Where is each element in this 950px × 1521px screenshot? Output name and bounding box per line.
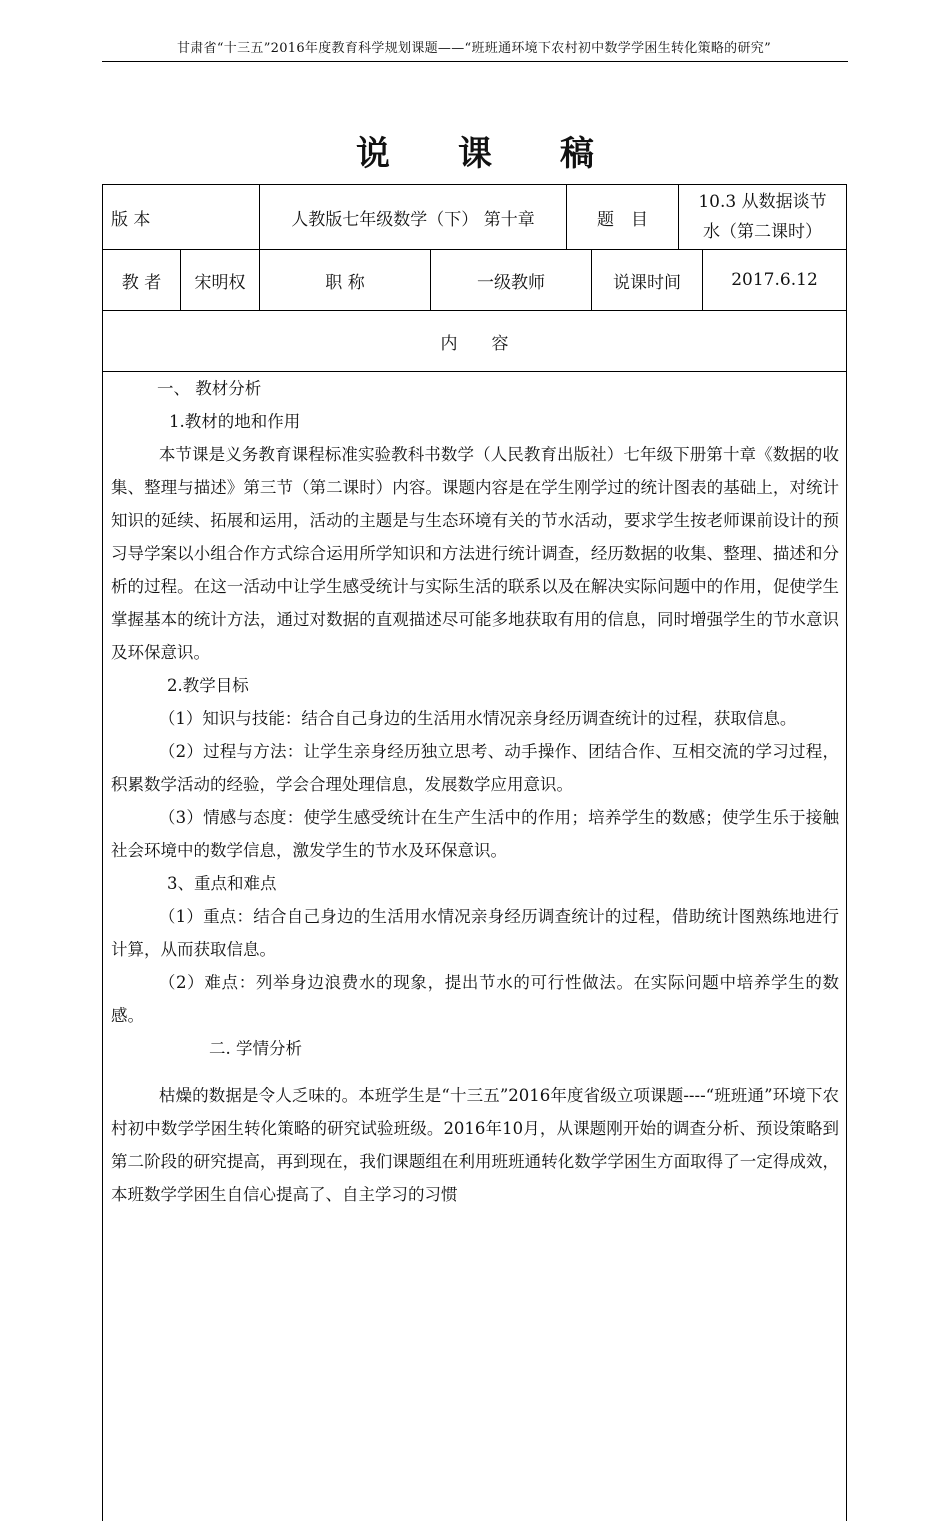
section-2-paragraph: 枯燥的数据是令人乏味的。本班学生是“十三五”2016年度省级立项课题----“班班通”环境下农村初中数学学困生转化策略的研究试验班级。2016年10月，从课题刚开始的调查分析、预设策略到第二阶段的研究提高，再到现在，我们课题组在利用班班通转化数学学困生方面取得了一定得成效，本班数学学困生自信心提高了、自主学习的习惯 (111, 1086, 839, 1204)
section-1-3-title: 3、重点和难点 (167, 874, 277, 893)
topic-value-line2: 水（第二课时） (703, 222, 822, 242)
edition-label: 版 本 (111, 209, 151, 230)
section-spacer (111, 1065, 839, 1079)
rank-label: 职 称 (325, 272, 365, 293)
objective-3: （3）情感与态度：使学生感受统计在生产生活中的作用；培养学生的数感；使学生乐于接触社会环境中的数学信息，激发学生的节水及环保意识。 (111, 808, 839, 860)
topic-value (679, 185, 846, 249)
lesson-content (103, 372, 845, 1211)
title-char-3: 稿 (560, 134, 594, 174)
topic-label: 题 目 (597, 209, 648, 230)
page-title (0, 126, 950, 175)
section-1-title: 一、 教材分析 (157, 379, 262, 398)
time-label: 说课时间 (613, 272, 681, 293)
title-char-2: 课 (458, 134, 492, 174)
edition-value: 人教版七年级数学（下） 第十章 (291, 209, 535, 230)
section-1-1-paragraph: 本节课是义务教育课程标准实验教科书数学（人民教育出版社）七年级下册第十章《数据的收集、整理与描述》第三节（第二课时）内容。课题内容是在学生刚学过的统计图表的基础上，对统计知识的延续、拓展和运用，活动的主题是与生态环境有关的节水活动，要求学生按老师课前设计的预习导学案以小组合作方式综合运用所学知识和方法进行统计调查，经历数据的收集、整理、描述和分析的过程。在这一活动中让学生感受统计与实际生活的联系以及在解决实际问题中的作用，促使学生掌握基本的统计方法，通过对数据的直观描述尽可能多地获取有用的信息，同时增强学生的节水意识及环保意识。 (111, 445, 839, 662)
key-point-1: （1）重点：结合自己身边的生活用水情况亲身经历调查统计的过程，借助统计图熟练地进行计算，从而获取信息。 (111, 907, 839, 959)
rank-value: 一级教师 (477, 272, 545, 293)
section-1-1-title: 1.教材的地和作用 (169, 412, 301, 431)
time-value: 2017.6.12 (731, 270, 818, 290)
topic-value-line1: 10.3 从数据谈节 (698, 192, 827, 212)
title-char-1: 说 (356, 134, 390, 174)
objective-1: （1）知识与技能：结合自己身边的生活用水情况亲身经历调查统计的过程，获取信息。 (158, 709, 797, 728)
key-point-2: （2）难点：列举身边浪费水的现象，提出节水的可行性做法。在实际问题中培养学生的数感。 (111, 973, 839, 1025)
section-1-2-title: 2.教学目标 (167, 676, 249, 695)
content-label: 内 容 (440, 333, 509, 354)
document-header: 甘肃省“十三五”2016年度教育科学规划课题——“班班通环境下农村初中数学学困生转化策略的研究” (176, 41, 772, 56)
objective-2: （2）过程与方法：让学生亲身经历独立思考、动手操作、团结合作、互相交流的学习过程，积累数学活动的经验，学会合理处理信息，发展数学应用意识。 (111, 742, 839, 794)
teacher-value: 宋明权 (194, 272, 246, 293)
header-rule (102, 61, 848, 62)
teacher-label: 教 者 (121, 272, 162, 293)
section-2-title: 二. 学情分析 (209, 1039, 302, 1058)
